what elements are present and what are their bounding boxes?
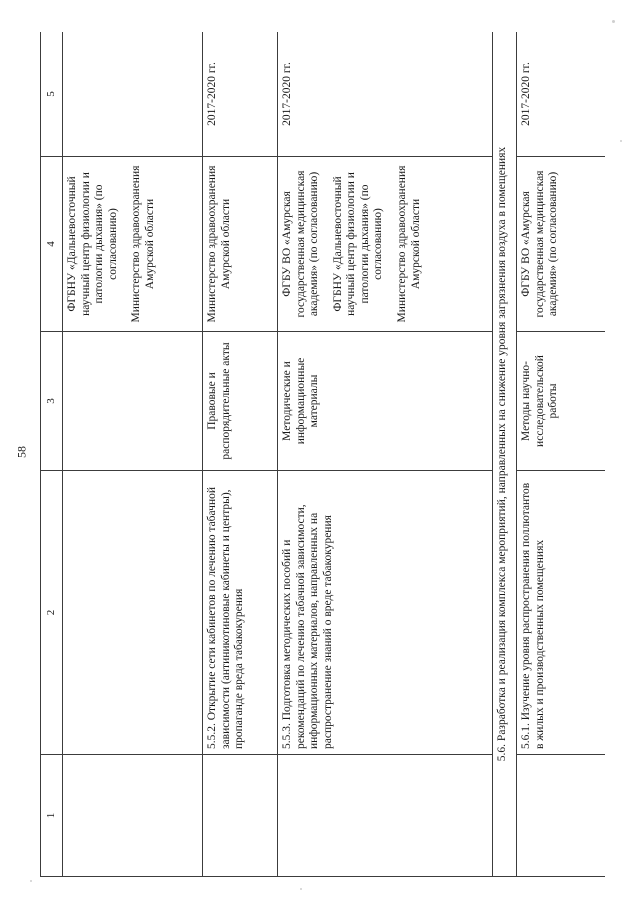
row-number-cell <box>517 755 606 877</box>
row-number-cell <box>203 755 278 877</box>
document-page <box>40 32 605 877</box>
scan-speck <box>620 140 622 142</box>
row-number-cell <box>278 755 493 877</box>
executors-cell <box>203 157 278 332</box>
header-col-4: 4 <box>41 157 63 332</box>
table-row <box>517 32 606 877</box>
table-row <box>203 32 278 877</box>
executor: Министерство здравоохранения Амурской области <box>130 165 156 323</box>
doc-type-cell <box>63 332 203 471</box>
scan-speck <box>30 880 32 882</box>
term-cell: 2017-2020 гг. <box>203 32 278 157</box>
executor: ФГБУ ВО «Амурская государственная медицинская академия» (по согласованию) <box>281 170 321 318</box>
doc-type-cell: Правовые и распорядительные акты <box>203 332 278 471</box>
scan-speck <box>612 20 615 23</box>
section-row <box>493 32 517 877</box>
section-heading: 5.6. Разработка и реализация комплекса мероприятий, направленных на снижение уровня загрязнения воздуха в помещениях <box>493 32 517 877</box>
measure-cell <box>63 471 203 755</box>
executor: Министерство здравоохранения Амурской области <box>206 165 232 323</box>
executors-cell <box>278 157 493 332</box>
executor: ФГБНУ «Дальневосточный научный центр физиологии и патологии дыхания» (по согласованию) <box>66 172 119 316</box>
measure-cell: 5.5.2. Открытие сети кабинетов по лечению табачной зависимости (антиникотиновые кабинеты и центры), пропаганде вреда табакокурения <box>203 471 278 755</box>
scan-speck <box>300 888 302 890</box>
executor: ФГБУ ВО «Амурская государственная медицинская академия» (по согласованию) <box>520 170 560 318</box>
term-cell <box>63 32 203 157</box>
header-col-2: 2 <box>41 471 63 755</box>
doc-type-cell: Методы научно-исследовательской работы <box>517 332 606 471</box>
executors-cell <box>517 157 606 332</box>
term-cell: 2017-2020 гг. <box>278 32 493 157</box>
executors-cell <box>63 157 203 332</box>
rotated-document <box>40 32 605 877</box>
measures-table <box>40 32 605 877</box>
table-row <box>63 32 203 877</box>
header-col-3: 3 <box>41 332 63 471</box>
executor: ФГБНУ «Дальневосточный научный центр физиологии и патологии дыхания» (по согласованию) <box>331 172 385 316</box>
page-number: 58 <box>14 446 29 458</box>
table-header-row <box>41 32 63 877</box>
header-col-1: 1 <box>41 755 63 877</box>
table-row <box>278 32 493 877</box>
measure-cell: 5.5.3. Подготовка методических пособий и рекомендаций по лечению табачной зависимости, информационных материалов, направленных на распространение знаний о вреде табакокурения <box>278 471 493 755</box>
executor: Министерство здравоохранения Амурской области <box>395 165 422 323</box>
measure-cell: 5.6.1. Изучение уровня распространения поллютантов в жилых и производственных помещениях <box>517 471 606 755</box>
doc-type-cell: Методические и информационные материалы <box>278 332 493 471</box>
header-col-5: 5 <box>41 32 63 157</box>
row-number-cell <box>63 755 203 877</box>
term-cell: 2017-2020 гг. <box>517 32 606 157</box>
